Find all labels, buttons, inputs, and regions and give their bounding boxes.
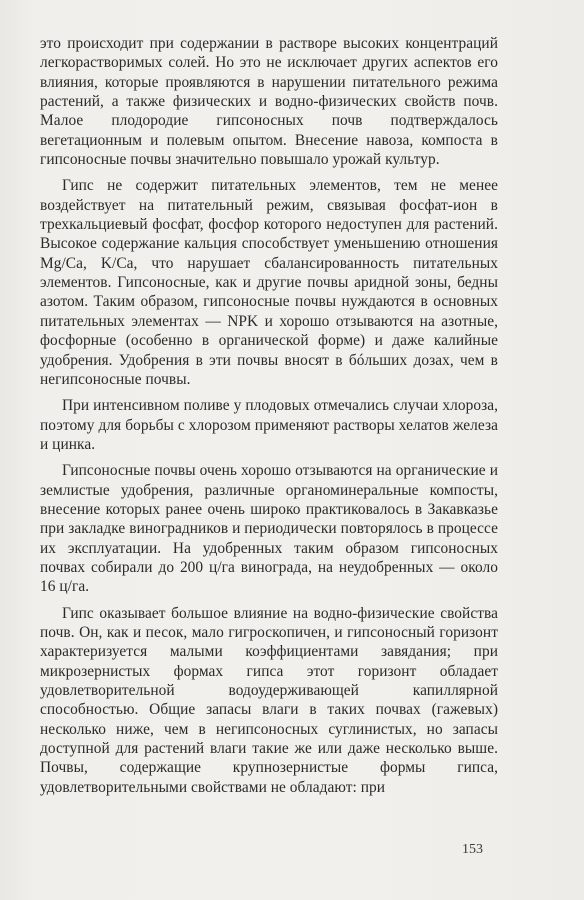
page-number: 153 <box>462 842 483 857</box>
paragraph-2: Гипс не содержит питательных элементов, тем не менее воздействует на питательный режим, связывая фосфат-ион в трехкальциевый фосфат, фосфор которого недоступен для растений. Высокое содержание кальция способствует уменьшению отношения Mg/Ca, K/Ca, что нарушает сбалансированность питательных элементов. Гипсоносные, как и другие почвы аридной зоны, бедны азотом. Таким образом, гипсоносные почвы нуждаются в основных питательных элементах — NPK и хорошо отзываются на азотные, фосфорные (особенно в органической форме) и даже калийные удобрения. Удобрения в эти почвы вносят в бóльших дозах, чем в негипсоносные почвы. <box>40 177 498 388</box>
paragraph-5: Гипс оказывает большое влияние на водно-физические свойства почв. Он, как и песок, мало гигроскопичен, и гипсоносный горизонт характеризуется малыми коэффициентами завядания; при микрозернистых формах гипса этот горизонт обладает удовлетворительной водоудерживающей капиллярной способностью. Общие запасы влаги в таких почвах (гажевых) несколько ниже, чем в негипсоносных суглинистых, но запасы доступной для растений влаги такие же или даже несколько выше. Почвы, содержащие крупнозернистые формы гипса, удовлетворительными свойствами не обладают: при <box>40 604 498 796</box>
paragraph-4: Гипсоносные почвы очень хорошо отзываются на органические и землистые удобрения, различные органоминеральные компосты, внесение которых ранее очень широко практиковалось в Закавказье при закладке виноградников и периодически повторялось в процессе их эксплуатации. На удобренных таким образом гипсоносных почвах собирали до 200 ц/га винограда, на неудобренных — около 16 ц/га. <box>40 462 498 596</box>
body-text <box>40 34 498 797</box>
paragraph-3: При интенсивном поливе у плодовых отмечались случаи хлороза, поэтому для борьбы с хлорозом применяют растворы хелатов железа и цинка. <box>40 397 498 453</box>
paragraph-1: это происходит при содержании в растворе высоких концентраций легкорастворимых солей. Но это не исключает других аспектов его влияния, которые проявляются в нарушении питательного режима растений, а также физических и водно-физических свойств почв. Малое плодородие гипсоносных почв подтверждалось вегетационным и полевым опытом. Внесение навоза, компоста в гипсоносные почвы значительно повышало урожай культур. <box>40 35 498 169</box>
